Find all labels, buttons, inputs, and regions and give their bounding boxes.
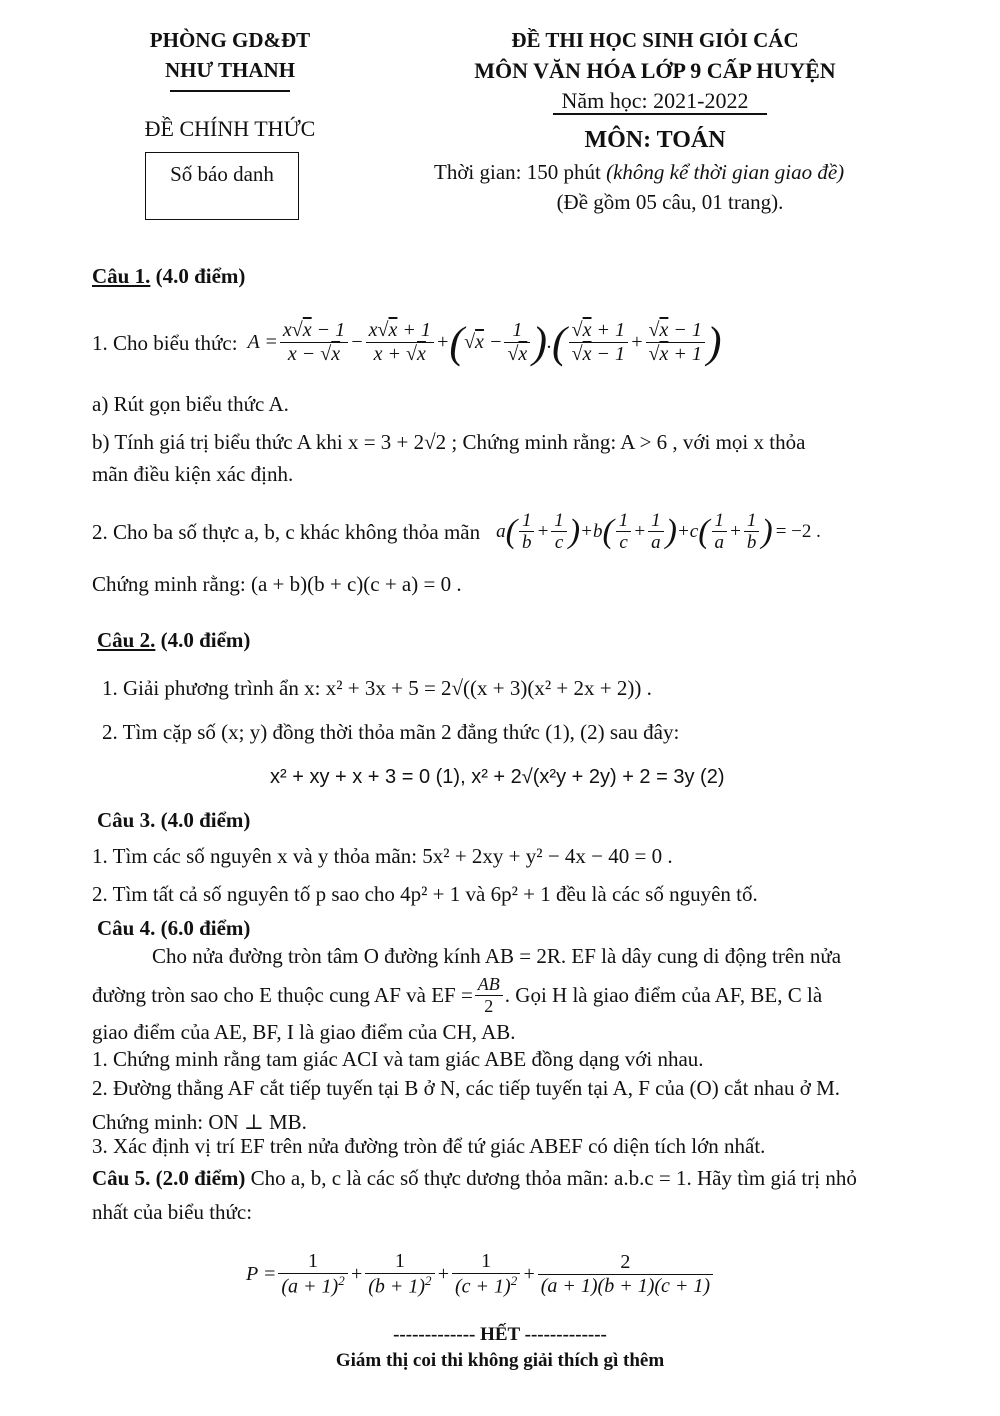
q4-part1: 1. Chứng minh rằng tam giác ACI và tam giác ABE đồng dạng với nhau. bbox=[92, 1047, 704, 1071]
q5-expression: P = $\frac{1}{(a + 1)^2}$ + $\frac{1}{(b + 1)^2}$ + $\frac{1}{(c + 1)^2}$ + $\frac{2}{(a + 1)(b + 1)(c + 1)}$ bbox=[246, 1236, 715, 1312]
q2-part2: 2. Tìm cặp số (x; y) đồng thời thỏa mãn 2 đẳng thức (1), (2) sau đây: bbox=[102, 720, 680, 744]
q1-p1-intro: 1. Cho biểu thức: bbox=[92, 330, 238, 355]
school-year-rule bbox=[553, 113, 767, 115]
subject-title: MÔN: TOÁN bbox=[584, 127, 726, 153]
q2-system: x² + xy + x + 3 = 0 (1), x² + 2√(x²y + 2y) + 2 = 3y (2) bbox=[270, 766, 725, 788]
q1-p1-line bbox=[92, 308, 722, 378]
q4-intro-line2 bbox=[92, 972, 822, 1018]
q3-part1: 1. Tìm các số nguyên x và y thỏa mãn: 5x² + 2xy + y² − 4x − 40 = 0 . bbox=[92, 844, 673, 868]
q4-part2-line1: 2. Đường thẳng AF cắt tiếp tuyến tại B ở N, các tiếp tuyến tại A, F của (O) cắt nhau ở M. bbox=[92, 1076, 841, 1100]
q3-part2: 2. Tìm tất cả số nguyên tố p sao cho 4p² + 1 và 6p² + 1 đều là các số nguyên tố. bbox=[92, 882, 758, 906]
q1-p2-intro: 2. Cho ba số thực a, b, c khác không thỏa mãn bbox=[92, 519, 481, 544]
official-label: ĐỀ CHÍNH THỨC bbox=[144, 116, 316, 141]
q4-part3: 3. Xác định vị trí EF trên nửa đường tròn để tứ giác ABEF có diện tích lớn nhất. bbox=[92, 1134, 766, 1158]
q5-title: Câu 5. (2.0 điểm) bbox=[92, 1166, 246, 1190]
exam-duration bbox=[434, 158, 844, 186]
district-name: NHƯ THANH bbox=[164, 58, 296, 82]
proctor-note: Giám thị coi thi không giải thích gì thêm bbox=[335, 1350, 665, 1371]
q1-part-b-line1: b) Tính giá trị biểu thức A khi x = 3 + 2√2 ; Chứng minh rằng: A > 6 , với mọi x thỏa bbox=[92, 430, 806, 454]
q4-fraction-den: 2 bbox=[484, 995, 494, 1016]
q1-expression: A = $\frac{x√x - 1}{x - √x}$ − $\frac{x√x + 1}{x + √x}$ + ( √x − $\frac{1}{√x}$ ) . ( $\frac{√x + 1}{√x - 1}$ + $\frac{√x - 1}{√x + 1}$ ) bbox=[247, 318, 722, 368]
q1-condition: a ( $\frac{1}{b}$ + $\frac{1}{c}$ ) +b ( $\frac{1}{c}$ + $\frac{1}{a}$ ) +c ( $\frac{1}{a}$ + $\frac{1}{b}$ ) = −2 . bbox=[496, 509, 821, 554]
q4-ef-fraction bbox=[475, 974, 503, 1016]
q4-intro2b: . Gọi H là giao điểm của AF, BE, C là bbox=[504, 982, 823, 1007]
q2-points: (4.0 điểm) bbox=[155, 628, 251, 652]
left-header-rule bbox=[170, 90, 290, 92]
q3-title: Câu 3. (4.0 điểm) bbox=[97, 808, 251, 832]
duration-text: Thời gian: 150 phút bbox=[434, 160, 607, 184]
q1-prove: Chứng minh rằng: (a + b)(b + c)(c + a) = 0 . bbox=[92, 572, 462, 596]
q4-intro-line1: Cho nửa đường tròn tâm O đường kính AB = 2R. EF là dây cung di động trên nửa bbox=[152, 944, 842, 968]
exam-title-line1: ĐỀ THI HỌC SINH GIỎI CÁC bbox=[511, 28, 799, 52]
q4-intro2a: đường tròn sao cho E thuộc cung AF và EF = bbox=[92, 982, 473, 1007]
candidate-number-label: Số báo danh bbox=[170, 162, 274, 186]
q1-p2-line bbox=[92, 502, 821, 562]
q2-heading bbox=[97, 626, 250, 654]
end-marker: ------------- HẾT ------------- bbox=[393, 1324, 607, 1345]
q1-part-b-line2: mãn điều kiện xác định. bbox=[92, 462, 294, 486]
q4-title: Câu 4. (6.0 điểm) bbox=[97, 916, 251, 940]
q1-part-a: a) Rút gọn biểu thức A. bbox=[92, 392, 289, 416]
q4-part2-line2: Chứng minh: ON ⊥ MB. bbox=[92, 1110, 307, 1134]
q1-heading bbox=[92, 262, 245, 290]
q5-text1: Cho a, b, c là các số thực dương thỏa mãn: a.b.c = 1. Hãy tìm giá trị nhỏ bbox=[245, 1166, 857, 1190]
q2-part1: 1. Giải phương trình ẩn x: x² + 3x + 5 = 2√((x + 3)(x² + 2x + 2)) . bbox=[102, 676, 652, 700]
q5-line1 bbox=[92, 1164, 857, 1192]
department-name: PHÒNG GD&ĐT bbox=[149, 28, 311, 52]
exam-title-line2: MÔN VĂN HÓA LỚP 9 CẤP HUYỆN bbox=[474, 58, 836, 83]
q4-intro-line3: giao điểm của AE, BF, I là giao điểm của CH, AB. bbox=[92, 1020, 516, 1044]
q1-condition-rhs: = −2 . bbox=[775, 521, 821, 543]
q1-title: Câu 1. bbox=[92, 264, 151, 288]
q2-title: Câu 2. bbox=[97, 628, 156, 652]
q5-line2: nhất của biểu thức: bbox=[92, 1200, 253, 1224]
q1-points: (4.0 điểm) bbox=[150, 264, 246, 288]
q4-fraction-num: AB bbox=[475, 974, 503, 996]
school-year: Năm học: 2021-2022 bbox=[561, 88, 749, 113]
page-count: (Đề gồm 05 câu, 01 trang). bbox=[556, 190, 784, 214]
duration-note: (không kể thời gian giao đề) bbox=[606, 160, 845, 184]
